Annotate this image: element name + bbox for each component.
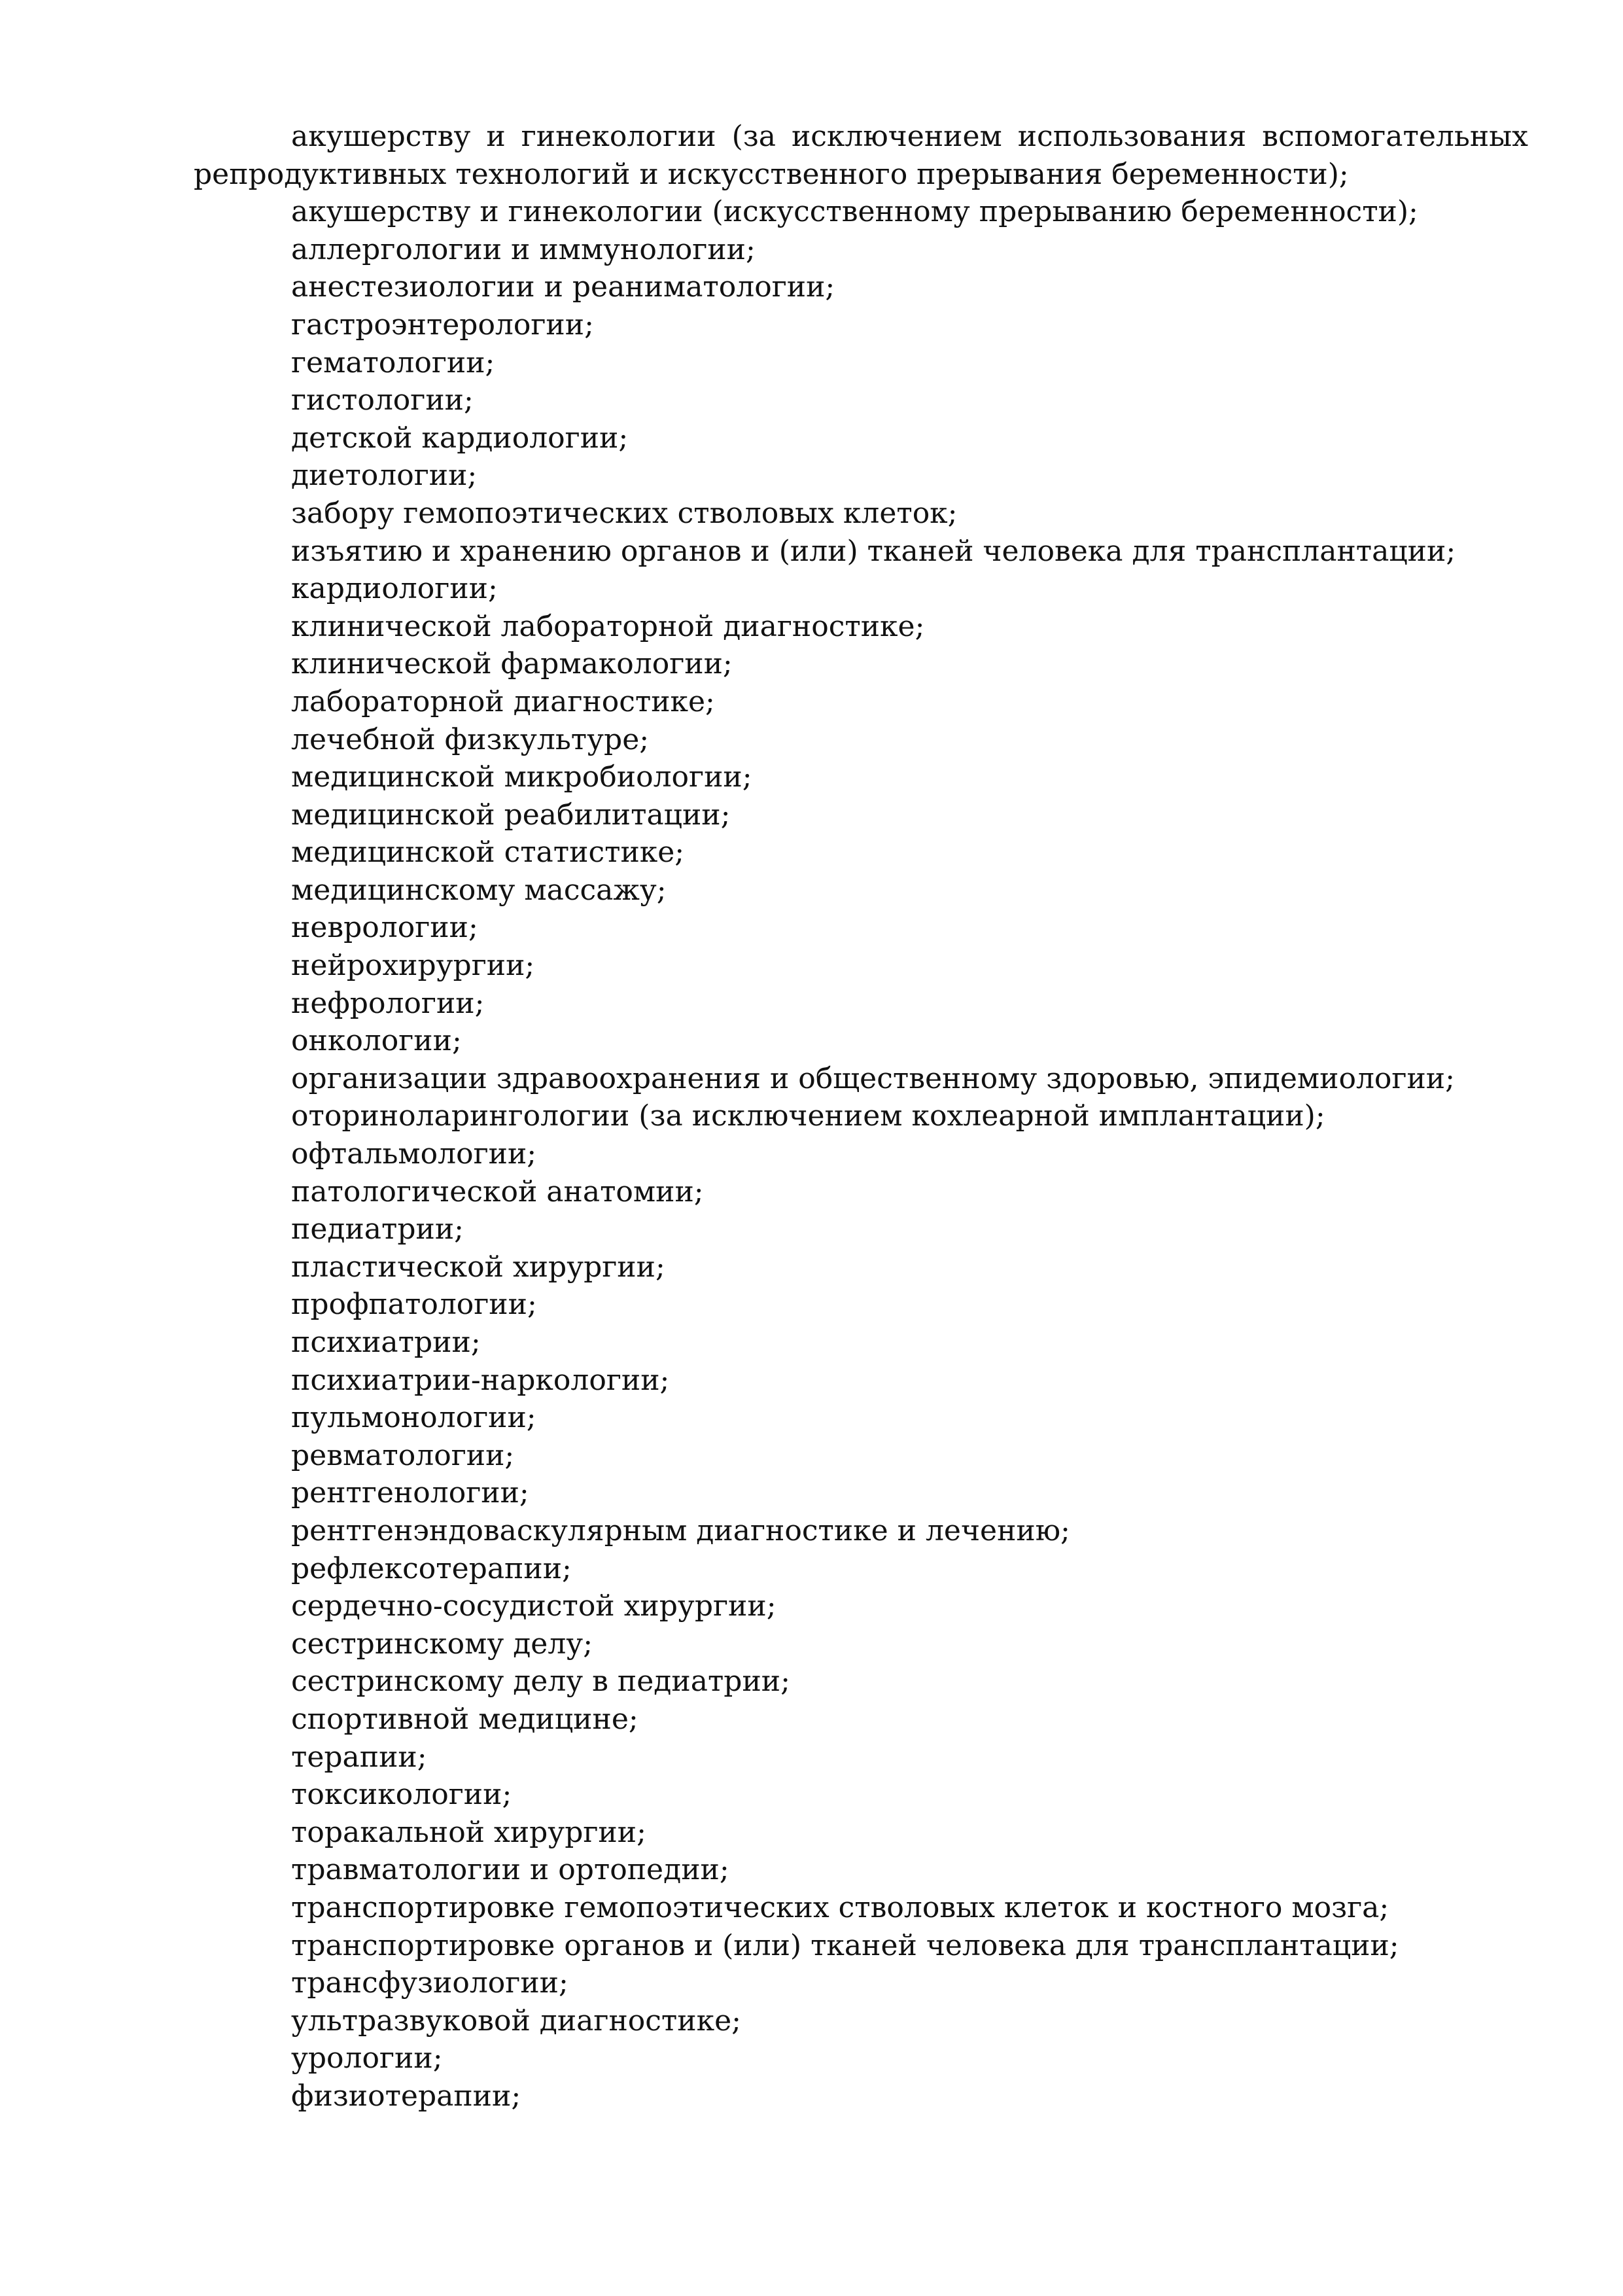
list-item: транспортировке гемопоэтических стволовых клеток и костного мозга; [291,1890,1389,1924]
list-item: физиотерапии; [291,2079,521,2113]
list-item: терапии; [291,1740,427,1774]
list-item: медицинской микробиологии; [291,760,752,794]
list-item: рефлексотерапии; [291,1551,572,1585]
list-item: анестезиологии и реаниматологии; [291,270,835,304]
intro-paragraph: акушерству и гинекологии (за исключением использования вспомогательных репродуктивных технологий и искусственного прерывания беременности); [194,120,1528,191]
list-item: торакальной хирургии; [291,1815,646,1849]
list-item: патологической анатомии; [291,1174,704,1209]
list-item: медицинскому массажу; [291,873,667,907]
list-item: спортивной медицине; [291,1702,638,1736]
specialty-list [194,193,1528,2115]
list-item: офтальмологии; [291,1137,537,1171]
list-item: сердечно-сосудистой хирургии; [291,1589,777,1623]
list-item: медицинской реабилитации; [291,798,731,832]
list-item: гистологии; [291,383,474,417]
list-item: ультразвуковой диагностике; [291,2004,741,2038]
list-item: забору гемопоэтических стволовых клеток; [291,496,958,530]
list-item: трансфузиологии; [291,1966,568,2000]
list-item: нейрохирургии; [291,949,535,983]
list-item: медицинской статистике; [291,836,685,870]
list-item: рентгенологии; [291,1476,529,1510]
list-item: аллергологии и иммунологии; [291,232,756,266]
list-item: пульмонологии; [291,1401,536,1435]
list-item: профпатологии; [291,1288,537,1322]
list-item: кардиологии; [291,572,498,606]
list-item: токсикологии; [291,1778,512,1812]
list-item: педиатрии; [291,1212,464,1246]
list-item: акушерству и гинекологии (искусственному прерыванию беременности); [291,195,1418,229]
list-item: неврологии; [291,911,478,945]
list-item: детской кардиологии; [291,421,629,455]
list-item: психиатрии-наркологии; [291,1363,670,1397]
list-item: диетологии; [291,459,478,493]
list-item: лабораторной диагностике; [291,684,715,718]
list-item: лечебной физкультуре; [291,722,650,756]
list-item: транспортировке органов и (или) тканей человека для трансплантации; [291,1928,1399,1962]
list-item: нефрологии; [291,986,485,1020]
list-item: сестринскому делу в педиатрии; [291,1665,790,1699]
list-item: пластической хирургии; [291,1250,665,1284]
list-item: организации здравоохранения и общественному здоровью, эпидемиологии; [291,1061,1455,1095]
list-item: рентгенэндоваскулярным диагностике и лечению; [291,1513,1070,1547]
list-item: ревматологии; [291,1438,515,1472]
list-item: травматологии и ортопедии; [291,1853,729,1887]
list-item: гематологии; [291,345,495,380]
list-item: онкологии; [291,1024,462,1058]
document-page [194,118,1528,2115]
list-item: оториноларингологии (за исключением кохлеарной имплантации); [291,1099,1325,1133]
list-item: сестринскому делу; [291,1627,593,1661]
list-item: изъятию и хранению органов и (или) тканей человека для трансплантации; [291,534,1456,568]
list-item: клинической фармакологии; [291,647,733,681]
list-item: психиатрии; [291,1326,481,1359]
list-item: гастроэнтерологии; [291,308,594,342]
list-item: урологии; [291,2041,443,2075]
list-item: клинической лабораторной диагностике; [291,609,925,643]
